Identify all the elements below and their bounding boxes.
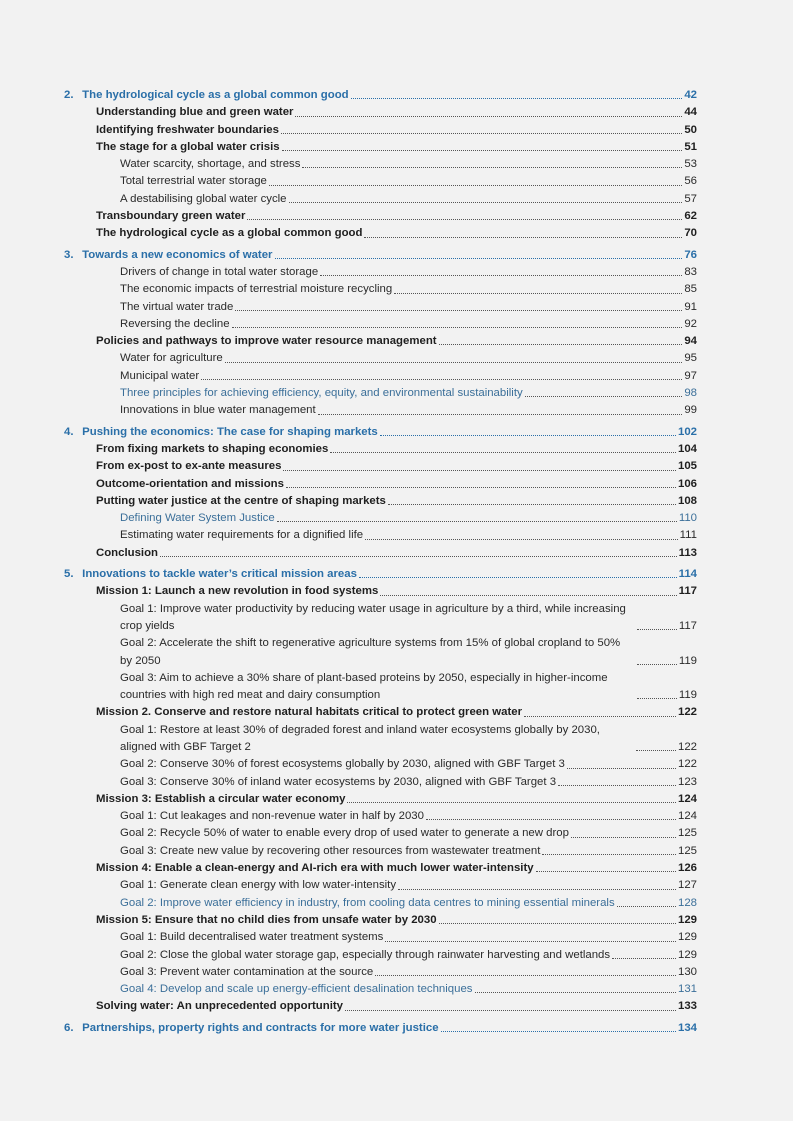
toc-entry-title: The virtual water trade (120, 300, 234, 313)
toc-entry-page: 125 (677, 827, 697, 840)
toc-entry-level-3[interactable] (64, 964, 697, 981)
toc-entry-page: 114 (678, 568, 697, 581)
dot-leader (275, 258, 683, 259)
dot-leader (359, 577, 677, 578)
dot-leader (345, 1010, 676, 1011)
toc-entry-title: Partnerships, property rights and contracts for more water justice (82, 1021, 439, 1034)
toc-entry-level-2[interactable] (64, 458, 697, 475)
toc-entry-number: 5. (64, 568, 74, 581)
toc-entry-level-3[interactable] (64, 929, 697, 946)
toc-entry-level-2[interactable] (64, 104, 697, 121)
dot-leader (286, 487, 676, 488)
dot-leader (281, 133, 682, 134)
toc-entry-page: 98 (684, 387, 697, 400)
dot-leader (536, 871, 676, 872)
toc-entry-page: 131 (677, 983, 697, 996)
dot-leader (524, 716, 676, 717)
dot-leader (269, 185, 682, 186)
toc-entry-title: Goal 3: Conserve 30% of inland water ecosystems by 2030, aligned with GBF Target 3 (120, 775, 557, 788)
toc-entry-page: 99 (684, 404, 697, 417)
toc-entry-level-3[interactable] (64, 808, 697, 825)
toc-entry-title: Mission 2. Conserve and restore natural habitats critical to protect green water (96, 706, 523, 719)
toc-entry-page: 124 (677, 792, 697, 805)
toc-entry-level-3[interactable] (64, 527, 697, 544)
dot-leader (320, 275, 682, 276)
toc-entry-level-3[interactable] (64, 510, 697, 527)
toc-entry-page: 122 (677, 740, 697, 753)
toc-entry-page: 129 (677, 931, 697, 944)
toc-entry-title: Putting water justice at the centre of shaping markets (96, 494, 386, 507)
dot-leader (380, 595, 676, 596)
toc-entry-level-3[interactable] (64, 385, 697, 402)
toc-entry-page: 94 (684, 335, 697, 348)
toc-entry-level-3[interactable] (64, 635, 697, 670)
toc-entry-title: Policies and pathways to improve water resource management (96, 335, 437, 348)
toc-entry-number: 4. (64, 425, 74, 438)
toc-entry-level-3[interactable] (64, 264, 697, 281)
toc-entry-page: 57 (684, 192, 697, 205)
dot-leader (385, 941, 676, 942)
toc-entry-title: Innovations to tackle water’s critical mission areas (82, 568, 357, 581)
toc-entry-page: 95 (684, 352, 697, 365)
toc-entry-level-3[interactable] (64, 825, 697, 842)
toc-entry-level-3[interactable] (64, 156, 697, 173)
toc-entry-number: 3. (64, 248, 74, 261)
toc-entry-title: Goal 3: Aim to achieve a 30% share of plant-based proteins by 2050, especially in higher-income countries with high red meat and dairy consumption (120, 671, 608, 702)
toc-entry-title: Reversing the decline (120, 317, 230, 330)
toc-entry-title: Conclusion (96, 546, 159, 559)
dot-leader (394, 293, 682, 294)
toc-entry-page: 70 (684, 227, 697, 240)
toc-entry-level-2[interactable] (64, 860, 697, 877)
toc-entry-page: 127 (677, 879, 697, 892)
toc-entry-title: Outcome-orientation and missions (96, 477, 284, 490)
toc-entry-page: 113 (678, 546, 697, 559)
dot-leader (441, 1031, 676, 1032)
toc-entry-level-3[interactable] (64, 316, 697, 333)
dot-leader (318, 414, 683, 415)
toc-entry-page: 122 (677, 706, 697, 719)
toc-entry-level-2[interactable] (64, 545, 697, 562)
toc-entry-number: 2. (64, 89, 74, 101)
toc-entry-title: Drivers of change in total water storage (120, 265, 319, 278)
dot-leader (247, 219, 682, 220)
toc-entry-title: Defining Water System Justice (120, 512, 275, 525)
toc-entry-level-2[interactable] (64, 476, 697, 493)
dot-leader (283, 470, 676, 471)
toc-entry-page: 42 (684, 89, 697, 101)
toc-entry-level-2[interactable] (64, 704, 697, 721)
dot-leader (439, 344, 683, 345)
dot-leader (160, 556, 677, 557)
toc-entry-level-1[interactable] (64, 424, 697, 441)
toc-entry-level-2[interactable] (64, 998, 697, 1015)
toc-entry-title: Goal 1: Cut leakages and non-revenue water in half by 2030 (120, 810, 424, 823)
dot-leader (347, 802, 676, 803)
dot-leader (636, 750, 676, 751)
toc-entry-page: 133 (677, 1000, 697, 1013)
toc-entry-level-3[interactable] (64, 402, 697, 419)
dot-leader (302, 167, 682, 168)
toc-entry-page: 117 (678, 585, 697, 598)
toc-entry-page: 53 (684, 158, 697, 171)
toc-entry-title: Goal 2: Close the global water storage gap, especially through rainwater harvesting and wetlands (120, 948, 611, 961)
dot-leader (225, 362, 683, 363)
toc-entry-level-3[interactable] (64, 173, 697, 190)
dot-leader (365, 539, 678, 540)
toc-entry-title: From fixing markets to shaping economies (96, 442, 329, 455)
toc-entry-title: Identifying freshwater boundaries (96, 123, 279, 136)
toc-entry-page: 130 (677, 965, 697, 978)
toc-entry-page: 134 (677, 1021, 697, 1034)
toc-entry-title: The hydrological cycle as a global common good (96, 227, 363, 240)
toc-entry-number: 6. (64, 1021, 74, 1034)
toc-entry-page: 76 (684, 248, 697, 261)
toc-entry-level-3[interactable] (64, 981, 697, 998)
toc-entry-level-2[interactable] (64, 441, 697, 458)
toc-entry-title: Three principles for achieving efficiency, equity, and environmental sustainability (120, 387, 523, 400)
dot-leader (571, 837, 676, 838)
toc-entry-page: 51 (684, 140, 697, 153)
toc-entry-level-1[interactable] (64, 566, 697, 583)
toc-entry-page: 56 (684, 175, 697, 188)
toc-entry-page: 108 (677, 494, 697, 507)
dot-leader (637, 698, 677, 699)
toc-entry-title: Total terrestrial water storage (120, 175, 267, 188)
toc-entry-title: The stage for a global water crisis (96, 140, 280, 153)
toc-entry-title: Goal 1: Build decentralised water treatment systems (120, 931, 384, 944)
toc-entry-level-2[interactable] (64, 122, 697, 139)
dot-leader (289, 202, 683, 203)
toc-entry-level-2[interactable] (64, 493, 697, 510)
toc-entry-title: Understanding blue and green water (96, 106, 294, 119)
dot-leader (282, 150, 683, 151)
dot-leader (558, 785, 676, 786)
dot-leader (398, 889, 676, 890)
toc-entry-title: Municipal water (120, 369, 200, 382)
toc-entry-page: 110 (678, 512, 697, 525)
toc-entry-title: Estimating water requirements for a dignified life (120, 529, 364, 542)
toc-entry-page: 122 (677, 758, 697, 771)
toc-entry-page: 124 (677, 810, 697, 823)
toc-entry-page: 105 (677, 460, 697, 473)
toc-entry-page: 104 (677, 442, 697, 455)
toc-entry-level-3[interactable] (64, 843, 697, 860)
toc-entry-page: 85 (684, 283, 697, 296)
toc-entry-level-2[interactable] (64, 583, 697, 600)
dot-leader (277, 521, 677, 522)
toc-entry-page: 125 (677, 844, 697, 857)
toc-entry-page: 123 (677, 775, 697, 788)
toc-entry-title: Transboundary green water (96, 210, 246, 223)
toc-entry-page: 102 (677, 425, 697, 438)
toc-entry-level-3[interactable] (64, 774, 697, 791)
toc-entry-title: Goal 3: Create new value by recovering other resources from wastewater treatment (120, 844, 541, 857)
toc-entry-page: 119 (678, 654, 697, 667)
toc-entry-page: 97 (684, 369, 697, 382)
dot-leader (232, 327, 683, 328)
toc-entry-title: The economic impacts of terrestrial moisture recycling (120, 283, 393, 296)
dot-leader (542, 854, 676, 855)
toc-entry-title: Water for agriculture (120, 352, 223, 365)
toc-entry-page: 106 (677, 477, 697, 490)
toc-entry-level-2[interactable] (64, 225, 697, 242)
toc-entry-level-3[interactable] (64, 281, 697, 298)
dot-leader (364, 237, 682, 238)
toc-entry-level-3[interactable] (64, 299, 697, 316)
toc-entry-level-3[interactable] (64, 877, 697, 894)
toc-entry-level-3[interactable] (64, 722, 697, 757)
toc-entry-level-2[interactable] (64, 912, 697, 929)
toc-entry-level-3[interactable] (64, 601, 697, 636)
toc-entry-title: Pushing the economics: The case for shaping markets (82, 425, 378, 438)
dot-leader (295, 116, 682, 117)
dot-leader (380, 435, 676, 436)
toc-entry-page: 129 (677, 913, 697, 926)
toc-entry-page: 126 (677, 862, 697, 875)
toc-entry-title: The hydrological cycle as a global common good (82, 89, 349, 101)
toc-entry-title: Water scarcity, shortage, and stress (120, 158, 301, 171)
toc-entry-level-3[interactable] (64, 350, 697, 367)
toc-entry-title: Goal 4: Develop and scale up energy-efficient desalination techniques (120, 983, 473, 996)
toc-entry-page: 111 (679, 529, 697, 542)
dot-leader (426, 819, 676, 820)
dot-leader (375, 975, 676, 976)
toc-entry-level-3[interactable] (64, 947, 697, 964)
toc-entry-level-3[interactable] (64, 756, 697, 773)
dot-leader (388, 504, 676, 505)
toc-entry-page: 91 (684, 300, 697, 313)
toc-entry-page: 119 (678, 689, 697, 702)
dot-leader (439, 923, 676, 924)
toc-entry-level-1[interactable] (64, 87, 697, 104)
dot-leader (351, 98, 683, 99)
dot-leader (637, 629, 677, 630)
toc-entry-title: Mission 1: Launch a new revolution in food systems (96, 585, 379, 598)
dot-leader (637, 664, 677, 665)
toc-entry-level-3[interactable] (64, 368, 697, 385)
dot-leader (567, 768, 676, 769)
toc-entry-page: 92 (684, 317, 697, 330)
toc-entry-level-2[interactable] (64, 208, 697, 225)
toc-entry-level-1[interactable] (64, 1020, 697, 1037)
dot-leader (475, 992, 676, 993)
toc-entry-title: Goal 2: Improve water efficiency in industry, from cooling data centres to mining essential minerals (120, 896, 615, 909)
toc-entry-title: Mission 5: Ensure that no child dies from unsafe water by 2030 (96, 913, 437, 926)
toc-entry-page: 129 (677, 948, 697, 961)
toc-entry-title: Mission 3: Establish a circular water economy (96, 792, 346, 805)
dot-leader (235, 310, 682, 311)
toc-entry-page: 128 (677, 896, 697, 909)
toc-entry-title: Goal 2: Recycle 50% of water to enable every drop of used water to generate a new drop (120, 827, 569, 840)
toc-entry-title: Solving water: An unprecedented opportunity (96, 1000, 344, 1013)
dot-leader (617, 906, 676, 907)
toc-entry-title: Innovations in blue water management (120, 404, 316, 417)
toc-entry-page: 83 (684, 265, 697, 278)
toc-entry-title: Goal 3: Prevent water contamination at the source (120, 965, 374, 978)
toc-entry-title: Goal 2: Conserve 30% of forest ecosystems globally by 2030, aligned with GBF Target 3 (120, 758, 565, 771)
toc-entry-level-1[interactable] (64, 247, 697, 264)
toc-entry-page: 117 (678, 619, 697, 632)
toc-entry-level-3[interactable] (64, 191, 697, 208)
toc-entry-level-2[interactable] (64, 791, 697, 808)
dot-leader (525, 396, 683, 397)
toc-entry-title: A destabilising global water cycle (120, 192, 287, 205)
toc-entry-level-3[interactable] (64, 670, 697, 705)
dot-leader (330, 452, 676, 453)
toc-entry-title: Goal 2: Accelerate the shift to regenerative agriculture systems from 15% of global cropland to 50% by 2050 (120, 637, 621, 667)
toc-entry-level-2[interactable] (64, 333, 697, 350)
dot-leader (612, 958, 676, 959)
dot-leader (201, 379, 682, 380)
toc-entry-level-3[interactable] (64, 895, 697, 912)
toc-entry-level-2[interactable] (64, 139, 697, 156)
toc-entry-page: 50 (684, 123, 697, 136)
toc-entry-title: Mission 4: Enable a clean-energy and AI-rich era with much lower water-intensity (96, 862, 534, 875)
toc-entry-title: Goal 1: Improve water productivity by reducing water usage in agriculture by a third, while increasing crop yields (120, 602, 626, 632)
table-of-contents (64, 87, 697, 1037)
toc-entry-page: 62 (684, 210, 697, 223)
toc-entry-title: Goal 1: Restore at least 30% of degraded forest and inland water ecosystems globally by 2030, aligned with GBF Target 2 (120, 723, 600, 753)
toc-entry-title: From ex-post to ex-ante measures (96, 460, 282, 473)
toc-entry-title: Goal 1: Generate clean energy with low water-intensity (120, 879, 397, 892)
toc-entry-title: Towards a new economics of water (82, 248, 273, 261)
toc-entry-page: 44 (684, 106, 697, 119)
